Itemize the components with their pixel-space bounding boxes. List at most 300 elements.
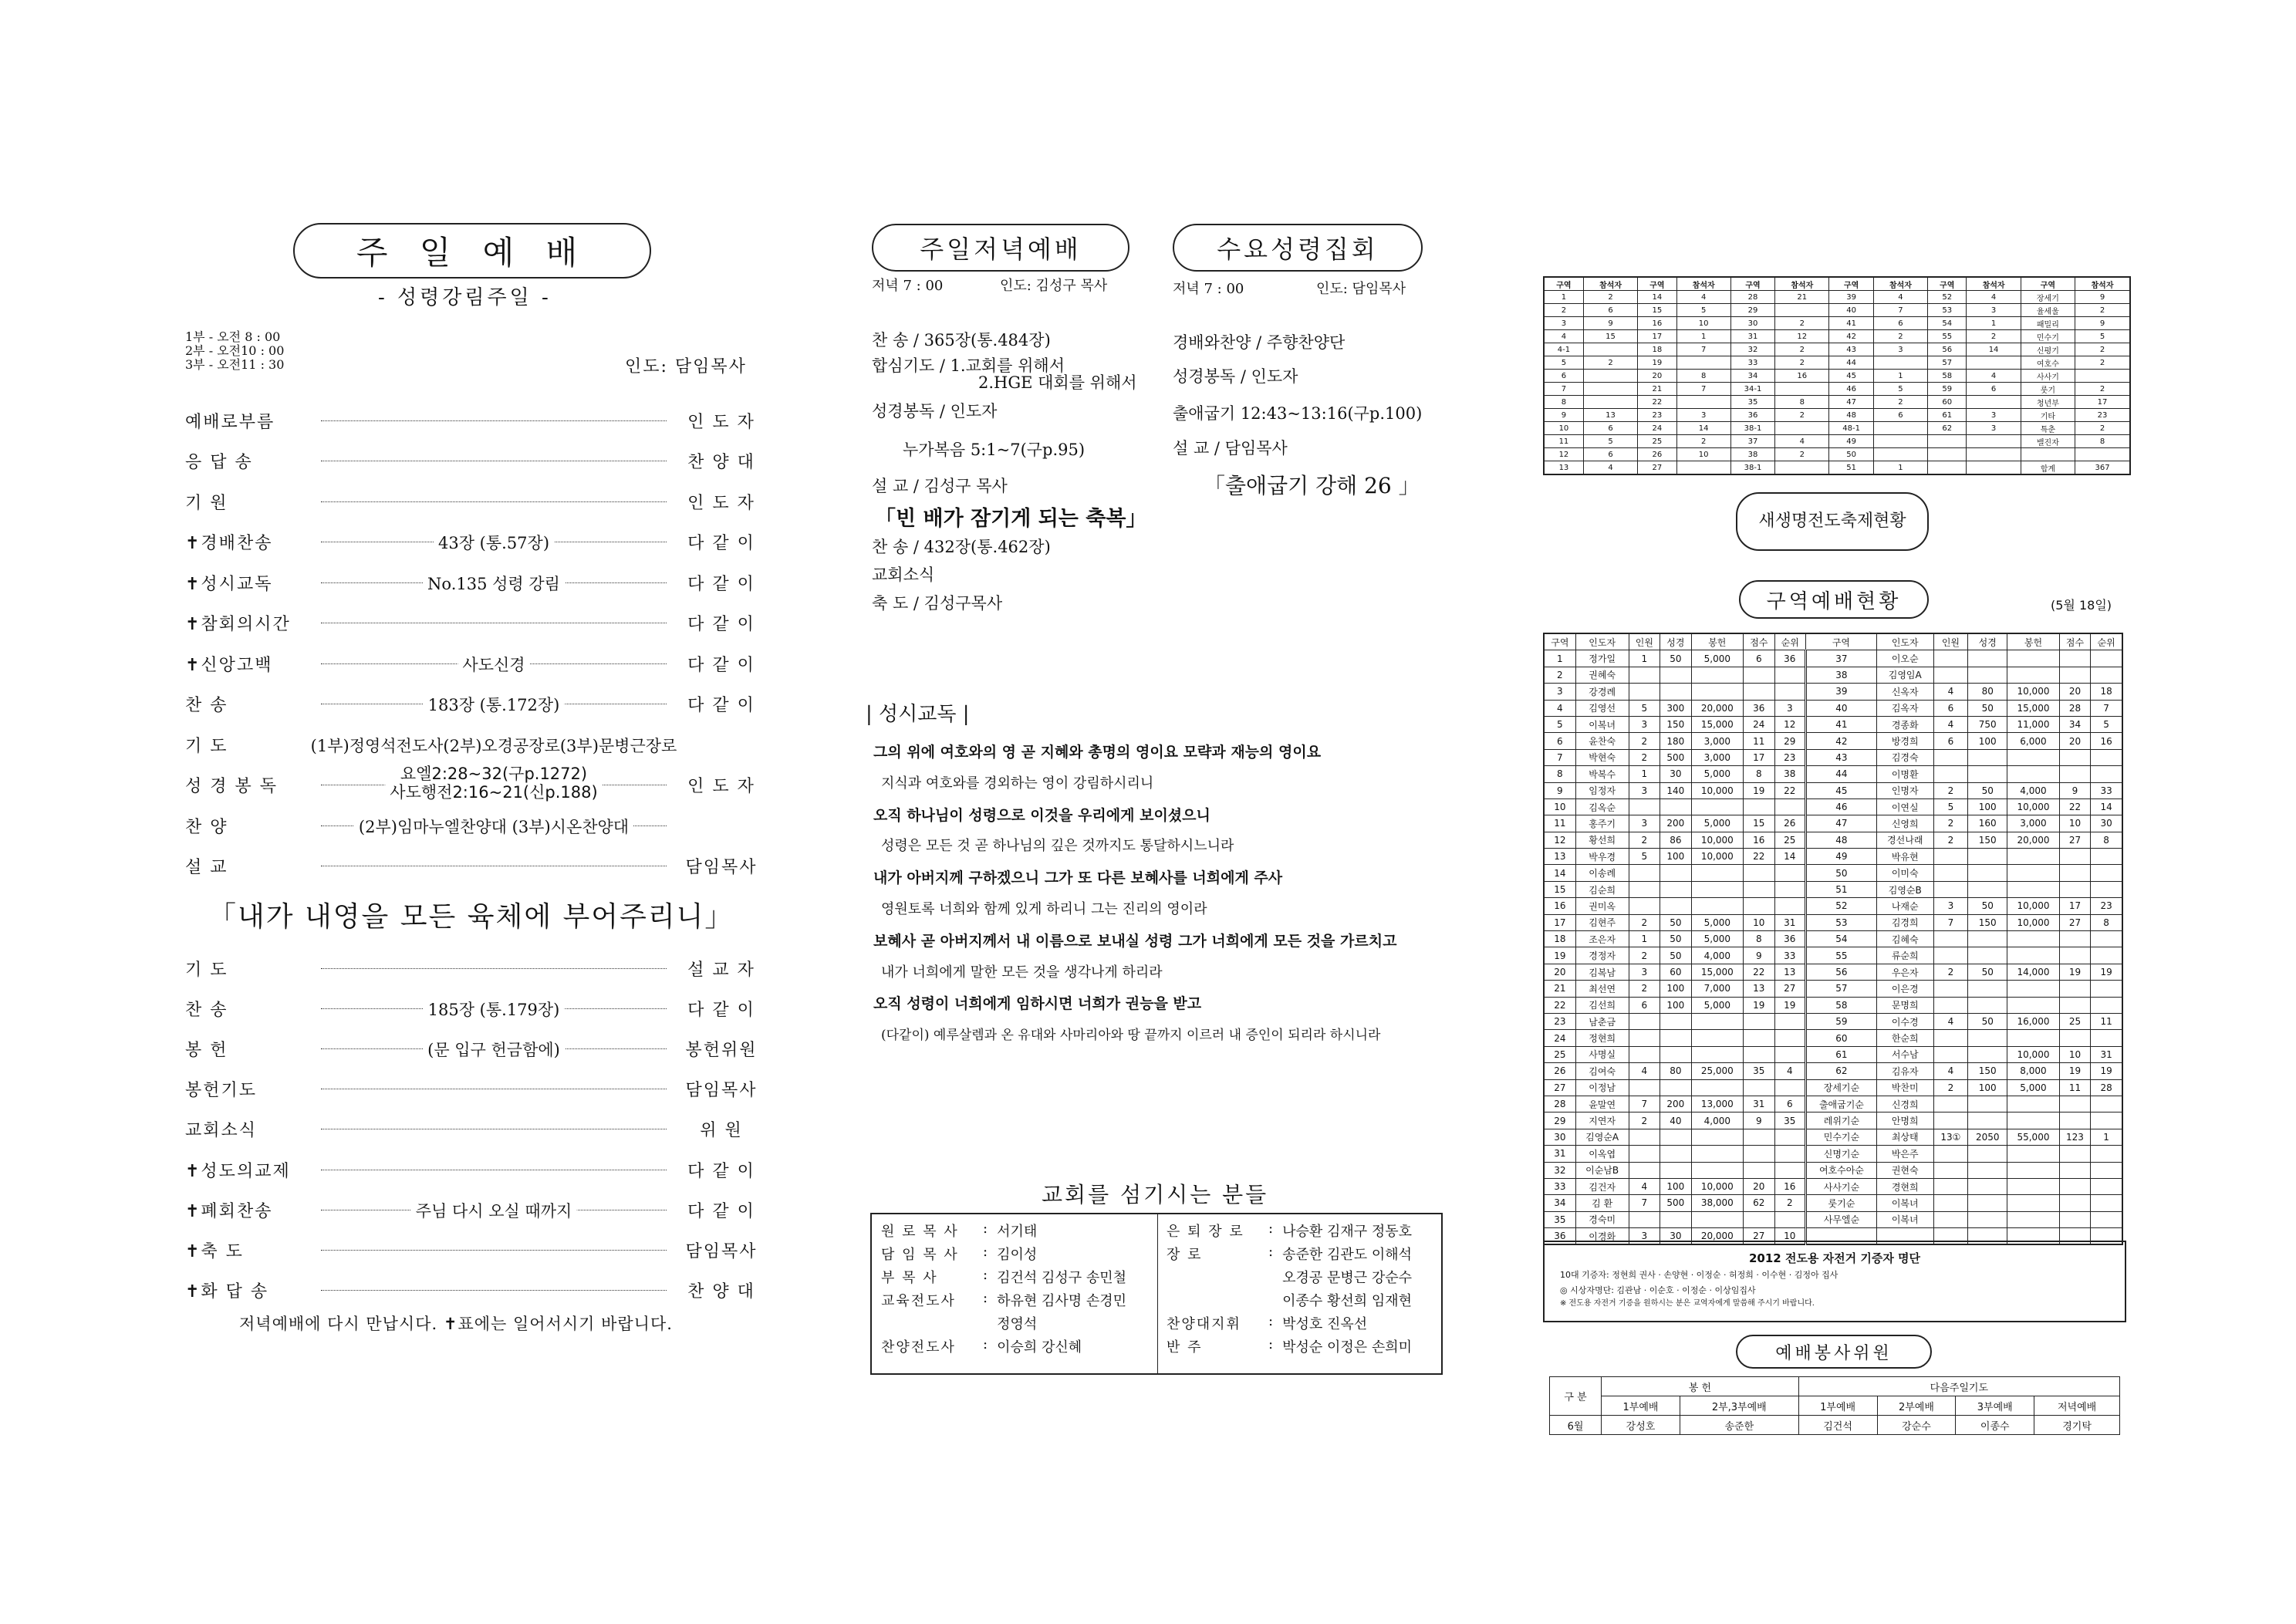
zone-cell: 123 [2059, 1129, 2090, 1145]
volunteers-subheader: 1부예배 [1798, 1396, 1877, 1416]
zone-cell: 100 [1660, 1178, 1691, 1194]
servant-names: 정영석 [997, 1316, 1038, 1332]
attendance-cell [1583, 343, 1637, 356]
attendance-cell [2075, 370, 2130, 383]
zone-cell: 2 [1933, 832, 1968, 848]
attendance-cell: 31 [1730, 330, 1774, 343]
attendance-cell: 2 [1873, 330, 1927, 343]
zone-cell: 정가일 [1575, 650, 1629, 667]
attendance-cell: 24 [1638, 422, 1676, 435]
zone-header: 봉헌 [2007, 633, 2059, 650]
order-row [185, 409, 772, 432]
zone-cell: 160 [1968, 815, 2007, 832]
zone-cell [1660, 1162, 1691, 1178]
attendance-cell: 4 [1544, 330, 1583, 343]
attendance-header: 참석자 [1967, 277, 2021, 291]
zone-cell: 6 [1774, 1096, 1805, 1112]
attendance-cell: 1 [1873, 461, 1927, 475]
zone-header: 성경 [1968, 633, 2007, 650]
zone-cell [2007, 1162, 2059, 1178]
zone-cell: 윤말연 [1575, 1096, 1629, 1112]
zone-cell [1968, 650, 2007, 667]
attendance-cell: 7 [1873, 304, 1927, 317]
zone-cell: 박은주 [1876, 1146, 1933, 1162]
zone-cell [2059, 1112, 2090, 1129]
attendance-cell: 밸진자 [2021, 435, 2075, 448]
evening-line: 교회소식 [872, 566, 935, 584]
zone-cell [1744, 1030, 1774, 1046]
attendance-cell: 26 [1638, 448, 1676, 461]
wednesday-line: 출애굽기 12:43~13:16(구p.100) [1173, 404, 1423, 423]
zone-cell [1774, 881, 1805, 897]
zone-header: 순위 [2091, 633, 2122, 650]
attendance-cell [2021, 448, 2075, 461]
zone-cell [2091, 766, 2122, 782]
service-time-1: 1부 - 오전 8 : 00 [185, 329, 281, 344]
zone-cell [1660, 898, 1691, 914]
servants-title: 교회를 섬기시는 분들 [1042, 1182, 1269, 1207]
zone-cell [1629, 898, 1660, 914]
zone-cell: 이명환 [1876, 766, 1933, 782]
zone-cell [1933, 881, 1968, 897]
attendance-cell: 46 [1829, 383, 1873, 396]
order-right: 다 같 이 [687, 1161, 755, 1181]
attendance-cell: 14 [1676, 422, 1730, 435]
zone-cell [2091, 1146, 2122, 1162]
zone-cell [1691, 1146, 1743, 1162]
zone-cell: 54 [1806, 931, 1877, 947]
attendance-header: 참석자 [2075, 277, 2130, 291]
zone-cell [1744, 1211, 1774, 1227]
volunteers-month: 6월 [1550, 1416, 1602, 1435]
attendance-cell: 34-1 [1730, 383, 1774, 396]
zone-cell: 5 [1544, 716, 1575, 732]
zone-cell: 37 [1806, 650, 1877, 667]
zone-cell: 6 [1933, 733, 1968, 749]
zone-row [1544, 716, 2122, 732]
attendance-cell: 48 [1829, 409, 1873, 422]
zone-cell: 김선희 [1575, 997, 1629, 1013]
attendance-table [1543, 276, 2131, 475]
zone-cell: 50 [1660, 650, 1691, 667]
attendance-cell: 16 [1775, 370, 1829, 383]
zone-cell [1629, 798, 1660, 815]
order-label: 성 경 봉 독 [185, 777, 278, 796]
zone-cell [1774, 1146, 1805, 1162]
zone-cell: 86 [1660, 832, 1691, 848]
zone-cell: 49 [1806, 849, 1877, 865]
zone-cell [1744, 798, 1774, 815]
attendance-cell: 2 [2075, 304, 2130, 317]
zone-cell: 13 [1744, 981, 1774, 997]
order-middle: (1부)정영석전도사(2부)오경공장로(3부)문병근장로 [306, 734, 682, 757]
volunteers-table [1549, 1376, 2120, 1435]
zone-cell: 200 [1660, 1096, 1691, 1112]
zone-cell: 인명자 [1876, 782, 1933, 798]
zone-row [1544, 1162, 2122, 1178]
order-label: 예배로부름 [185, 412, 275, 432]
order-label: ✝경배찬송 [185, 534, 273, 553]
zone-cell: 22 [1744, 849, 1774, 865]
zone-cell [1691, 798, 1743, 815]
zone-cell: 2050 [1968, 1129, 2007, 1145]
zone-cell: 20 [1744, 1178, 1774, 1194]
attendance-cell: 45 [1829, 370, 1873, 383]
order-label: 찬 양 [185, 817, 228, 837]
worship-footer: 저녁예배에 다시 만납시다. ✝표에는 일어서시기 바랍니다. [239, 1315, 673, 1333]
attendance-cell [2075, 448, 2130, 461]
attendance-cell: 53 [1928, 304, 1967, 317]
zone-cell: 신경희 [1876, 1096, 1933, 1112]
zone-cell [1629, 1046, 1660, 1062]
order-row [185, 490, 772, 513]
zone-cell: 7 [1629, 1096, 1660, 1112]
attendance-cell: 13 [1544, 461, 1583, 475]
zone-cell: 30 [2091, 815, 2122, 832]
order-right: 다 같 이 [687, 696, 755, 715]
zone-cell: 19 [2059, 964, 2090, 980]
zone-cell [1691, 881, 1743, 897]
zone-cell: 3,000 [1691, 733, 1743, 749]
attendance-cell: 2 [1775, 317, 1829, 330]
wednesday-line: 「출애굽기 강해 26 」 [1204, 473, 1420, 498]
zone-cell: 4 [1933, 1063, 1968, 1079]
zone-cell: 30 [1544, 1129, 1575, 1145]
zone-cell: 16 [1744, 832, 1774, 848]
servant-names: 서기태 [997, 1224, 1038, 1240]
attendance-cell: 9 [1583, 317, 1637, 330]
attendance-cell: 4 [1873, 291, 1927, 304]
order-right: 다 같 이 [687, 534, 755, 553]
zone-cell: 58 [1806, 997, 1877, 1013]
zone-cell: 50 [1660, 931, 1691, 947]
zone-cell [1629, 1079, 1660, 1096]
servant-colon: : [983, 1221, 988, 1237]
attendance-cell: 3 [1967, 304, 2021, 317]
attendance-cell: 52 [1928, 291, 1967, 304]
attendance-cell: 38-1 [1730, 461, 1774, 475]
zone-cell: 김영순B [1876, 881, 1933, 897]
zone-cell: 김여숙 [1575, 1063, 1629, 1079]
zone-cell: 50 [1968, 1013, 2007, 1029]
attendance-cell: 사사기 [2021, 370, 2075, 383]
zone-cell: 5 [1933, 798, 1968, 815]
servant-colon: : [983, 1244, 988, 1260]
order-leader-line [321, 1040, 667, 1059]
zone-cell: 박유현 [1876, 849, 1933, 865]
zone-cell [2059, 1162, 2090, 1178]
attendance-cell: 3 [1544, 317, 1583, 330]
order-label: ✝폐회찬송 [185, 1201, 273, 1221]
zone-cell: 10,000 [1691, 1178, 1743, 1194]
order-right: 다 같 이 [687, 615, 755, 634]
zone-cell: 23 [2091, 898, 2122, 914]
attendance-row [1544, 370, 2130, 383]
worship-subtitle: - 성령강림주일 - [378, 286, 552, 309]
zone-cell: 5 [1629, 849, 1660, 865]
zone-worship-title: 구역예배현황 [1739, 580, 1929, 619]
zone-row [1544, 997, 2122, 1013]
zone-row [1544, 1178, 2122, 1194]
attendance-cell [1873, 422, 1927, 435]
zone-cell [2059, 1096, 2090, 1112]
zone-cell [1933, 749, 1968, 765]
servant-role: 교육전도사 [881, 1293, 956, 1309]
zone-cell [1660, 1030, 1691, 1046]
zone-cell: 10,000 [2007, 898, 2059, 914]
zone-row [1544, 1195, 2122, 1211]
attendance-cell: 6 [1583, 304, 1637, 317]
attendance-cell [1775, 383, 1829, 396]
zone-cell: 35 [1544, 1211, 1575, 1227]
zone-row [1544, 684, 2122, 700]
zone-cell [1774, 798, 1805, 815]
zone-cell: 10,000 [2007, 684, 2059, 700]
order-right: 담임목사 [685, 1081, 758, 1101]
zone-cell: 51 [1806, 881, 1877, 897]
zone-cell: 4 [1629, 1063, 1660, 1079]
zone-cell: 33 [2091, 782, 2122, 798]
bike-donors-line2: ◎ 시상자명단: 김관남 · 이순호 · 이정순 · 이상임집사 [1560, 1285, 1756, 1295]
zone-cell [1744, 1079, 1774, 1096]
servant-colon [1264, 1288, 1278, 1312]
order-middle: 185장 (통.179장) [424, 998, 565, 1021]
zone-cell [1629, 1211, 1660, 1227]
order-leader-line [321, 1000, 667, 1019]
order-label: 응 답 송 [185, 453, 253, 472]
order-right: 찬 양 대 [687, 1282, 755, 1302]
zone-cell: 10,000 [2007, 1046, 2059, 1062]
zone-cell: 20 [2059, 684, 2090, 700]
service-time-3: 3부 - 오전11 : 30 [185, 357, 285, 372]
zone-cell: 2 [1629, 1112, 1660, 1129]
zone-cell: 이복녀 [1876, 1211, 1933, 1227]
zone-cell: 100 [1660, 981, 1691, 997]
zone-cell [1933, 865, 1968, 881]
zone-cell: 27 [2059, 914, 2090, 930]
zone-cell: 25 [1774, 832, 1805, 848]
zone-cell: 29 [1774, 733, 1805, 749]
zone-cell: 장세기순 [1806, 1079, 1877, 1096]
zone-cell: 5,000 [1691, 931, 1743, 947]
order-label: ✝성시교독 [185, 574, 273, 594]
attendance-cell: 49 [1829, 435, 1873, 448]
zone-row [1544, 700, 2122, 716]
zone-cell [2059, 1178, 2090, 1194]
zone-cell: 3 [1629, 716, 1660, 732]
zone-cell [1691, 1129, 1743, 1145]
attendance-cell: 6 [1873, 317, 1927, 330]
zone-cell: 38,000 [1691, 1195, 1743, 1211]
evening-line: 찬 송 / 432장(통.462장) [872, 538, 1051, 556]
zone-cell [1933, 1195, 1968, 1211]
zone-cell: 55 [1806, 947, 1877, 964]
attendance-cell: 1 [1676, 330, 1730, 343]
responsive-line: 그의 위에 여호와의 영 곧 지혜와 총명의 영이요 모략과 재능의 영이요 [873, 744, 1322, 761]
zone-row [1544, 733, 2122, 749]
zone-row [1544, 749, 2122, 765]
zone-cell: 59 [1806, 1013, 1877, 1029]
responsive-line: 성령은 모든 것 곧 하나님의 깊은 것까지도 통달하시느니라 [881, 838, 1234, 855]
zone-cell [1660, 1146, 1691, 1162]
attendance-cell: 61 [1928, 409, 1967, 422]
zone-cell: 우은자 [1876, 964, 1933, 980]
zone-cell [2007, 865, 2059, 881]
attendance-cell: 15 [1638, 304, 1676, 317]
zone-cell [1774, 1046, 1805, 1062]
servant-names: 나승환 김재구 정동호 [1282, 1224, 1413, 1240]
attendance-cell: 2 [1775, 356, 1829, 370]
zone-cell: 4,000 [1691, 947, 1743, 964]
zone-cell: 권현숙 [1876, 1162, 1933, 1178]
zone-cell: 23 [1544, 1013, 1575, 1029]
zone-cell: 62 [1806, 1063, 1877, 1079]
zone-cell: 9 [2059, 782, 2090, 798]
zone-cell: 19 [1744, 997, 1774, 1013]
order-right: 설 교 자 [687, 960, 755, 980]
zone-cell [1933, 1162, 1968, 1178]
servant-row [1162, 1265, 1416, 1288]
attendance-cell [1928, 448, 1967, 461]
zone-cell: 류순희 [1876, 947, 1933, 964]
evening-leader: 인도: 김성구 목사 [1000, 278, 1108, 294]
zone-cell: 50 [1660, 947, 1691, 964]
zone-cell [1660, 1013, 1691, 1029]
zone-cell: 사사기순 [1806, 1178, 1877, 1194]
zone-cell: 9 [1744, 1112, 1774, 1129]
zone-cell: 180 [1660, 733, 1691, 749]
zone-row [1544, 1030, 2122, 1046]
zone-cell [1968, 1211, 2007, 1227]
zone-cell: 이복녀 [1876, 1195, 1933, 1211]
zone-cell [1629, 865, 1660, 881]
attendance-cell: 38 [1730, 448, 1774, 461]
attendance-cell: 1 [1544, 291, 1583, 304]
zone-cell [1968, 865, 2007, 881]
volunteers-name: 강성호 [1602, 1416, 1680, 1435]
servant-role: 담 임 목 사 [881, 1247, 959, 1263]
zone-cell: 12 [1544, 832, 1575, 848]
zone-cell [1933, 650, 1968, 667]
zone-cell: 46 [1806, 798, 1877, 815]
attendance-cell: 14 [1638, 291, 1676, 304]
attendance-cell: 17 [2075, 396, 2130, 409]
servant-row [876, 1242, 1131, 1265]
volunteers-name: 경기탁 [2034, 1416, 2120, 1435]
responsive-line: 내가 아버지께 구하겠으니 그가 또 다른 보혜사를 너희에게 주사 [873, 869, 1283, 887]
zone-cell: 5 [2091, 716, 2122, 732]
zone-cell [1744, 667, 1774, 683]
order-middle: 주님 다시 오실 때까지 [411, 1199, 577, 1222]
zone-row [1544, 1112, 2122, 1129]
attendance-header: 구역 [1829, 277, 1873, 291]
attendance-cell [1775, 461, 1829, 475]
attendance-cell: 11 [1544, 435, 1583, 448]
zone-row [1544, 1211, 2122, 1227]
zone-cell [2059, 931, 2090, 947]
zone-row [1544, 1013, 2122, 1029]
zone-cell: 2 [1544, 667, 1575, 683]
attendance-cell: 2 [1775, 448, 1829, 461]
zone-cell: 김건자 [1575, 1178, 1629, 1194]
attendance-row [1544, 317, 2130, 330]
zone-cell: 17 [1744, 749, 1774, 765]
zone-cell: 14,000 [2007, 964, 2059, 980]
zone-cell [2059, 997, 2090, 1013]
order-row [185, 450, 772, 473]
zone-cell: 10,000 [2007, 914, 2059, 930]
zone-cell: 7 [2091, 700, 2122, 716]
zone-cell: 이수경 [1876, 1013, 1933, 1029]
servant-role [1162, 1288, 1264, 1312]
attendance-cell [1967, 356, 2021, 370]
zone-row [1544, 1079, 2122, 1096]
attendance-cell: 6 [1967, 383, 2021, 396]
zone-cell: 100 [1968, 733, 2007, 749]
servant-row [1162, 1312, 1416, 1335]
zone-cell [2091, 981, 2122, 997]
wednesday-line: 설 교 / 담임목사 [1173, 439, 1288, 457]
attendance-cell: 5 [1873, 383, 1927, 396]
wednesday-line: 성경봉독 / 인도자 [1173, 367, 1298, 386]
zone-row [1544, 815, 2122, 832]
order-label: 찬 송 [185, 696, 228, 715]
zone-cell: 2 [1933, 782, 1968, 798]
order-row [185, 1198, 772, 1221]
zone-cell: 룻기순 [1806, 1195, 1877, 1211]
attendance-cell: 32 [1730, 343, 1774, 356]
zone-cell: 13 [1544, 849, 1575, 865]
zone-cell [1933, 1146, 1968, 1162]
zone-cell: 9 [1544, 782, 1575, 798]
zone-cell: 이정남 [1575, 1079, 1629, 1096]
order-middle: 183장 (통.172장) [424, 693, 565, 716]
zone-cell: 5 [1629, 700, 1660, 716]
zone-cell: 22 [1744, 964, 1774, 980]
attendance-cell: 27 [1638, 461, 1676, 475]
zone-cell [1744, 1146, 1774, 1162]
attendance-cell [1873, 356, 1927, 370]
zone-cell: 10 [1774, 1228, 1805, 1245]
zone-cell: 22 [1774, 782, 1805, 798]
order-leader-line [310, 736, 677, 755]
order-row [185, 1037, 772, 1060]
order-right: 인 도 자 [687, 412, 755, 432]
attendance-cell: 4 [1676, 291, 1730, 304]
zone-cell: 신명기순 [1806, 1146, 1877, 1162]
order-row [185, 1279, 772, 1302]
zone-cell: 10,000 [1691, 782, 1743, 798]
order-right: 위 원 [700, 1121, 743, 1141]
zone-cell: 김복남 [1575, 964, 1629, 980]
zone-cell [1968, 1046, 2007, 1062]
zone-cell [1968, 1096, 2007, 1112]
zone-row [1544, 865, 2122, 881]
zone-cell: 10,000 [1691, 849, 1743, 865]
servant-names: 하유현 김사명 손경민 [997, 1293, 1127, 1309]
attendance-cell: 33 [1730, 356, 1774, 370]
attendance-cell: 57 [1928, 356, 1967, 370]
attendance-cell: 여호수 [2021, 356, 2075, 370]
attendance-cell: 8 [1775, 396, 1829, 409]
servants-left-table [876, 1219, 1131, 1358]
zone-cell: 500 [1660, 1195, 1691, 1211]
zone-cell: 13① [1933, 1129, 1968, 1145]
attendance-cell: 4 [1967, 291, 2021, 304]
order-leader-line [321, 1250, 667, 1251]
servant-names: 이종수 황선희 임재현 [1282, 1293, 1413, 1309]
zone-cell [1933, 1112, 1968, 1129]
